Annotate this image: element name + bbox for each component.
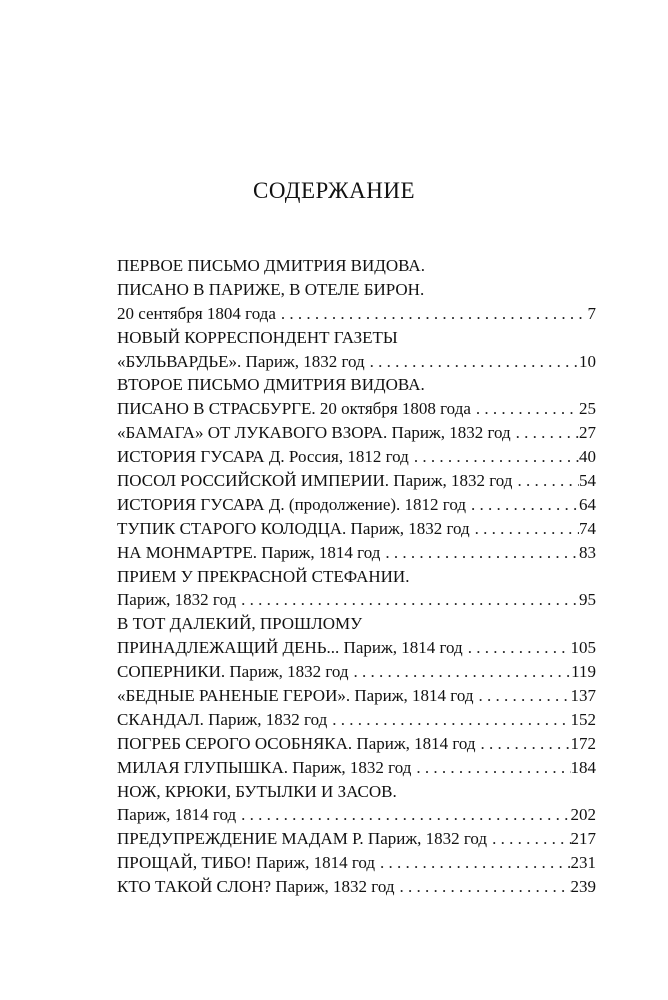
- dot-leader: [375, 851, 570, 875]
- toc-entry-title: ПРОЩАЙ, ТИБО! Париж, 1814 год: [117, 853, 376, 873]
- toc-entry: [117, 517, 596, 541]
- toc-entry-title: ПИСАНО В ПАРИЖЕ, В ОТЕЛЕ БИРОН.: [117, 279, 425, 299]
- page-number: 54: [579, 471, 596, 491]
- toc-entry-title: ПРЕДУПРЕЖДЕНИЕ МАДАМ Р. Париж, 1832 год: [117, 829, 488, 849]
- toc-entry: [117, 875, 596, 899]
- toc-entry-title: НОЖ, КРЮКИ, БУТЫЛКИ И ЗАСОВ.: [117, 781, 397, 801]
- toc-entry: [117, 827, 596, 851]
- toc-entry: [117, 803, 596, 827]
- page-title: СОДЕРЖАНИЕ: [252, 178, 415, 203]
- toc-entry: [117, 421, 596, 445]
- table-of-contents: [117, 254, 596, 899]
- dot-leader: [327, 708, 570, 732]
- page-number: 40: [579, 447, 596, 467]
- toc-entry-title-line: [117, 780, 596, 804]
- toc-entry-title: СОПЕРНИКИ. Париж, 1832 год: [117, 662, 349, 682]
- toc-entry-title-line: [117, 565, 596, 589]
- dot-leader: [394, 875, 570, 899]
- toc-entry: [117, 636, 596, 660]
- toc-entry: [117, 708, 596, 732]
- toc-entry: [117, 445, 596, 469]
- dot-leader: [512, 469, 579, 493]
- toc-entry: [117, 397, 596, 421]
- toc-entry-title: В ТОТ ДАЛЕКИЙ, ПРОШЛОМУ: [117, 614, 363, 634]
- dot-leader: [349, 660, 572, 684]
- dot-leader: [511, 421, 579, 445]
- toc-entry: [117, 756, 596, 780]
- toc-entry-title: МИЛАЯ ГЛУПЫШКА. Париж, 1832 год: [117, 757, 412, 777]
- toc-entry-title: «БЕДНЫЕ РАНЕНЫЕ ГЕРОИ». Париж, 1814 год: [117, 686, 474, 706]
- toc-entry-title-line: [117, 326, 596, 350]
- toc-entry-title: Париж, 1832 год: [117, 590, 237, 610]
- toc-entry-title: «БАМАГА» ОТ ЛУКАВОГО ВЗОРА. Париж, 1832 год: [117, 423, 511, 443]
- toc-entry-title-line: [117, 254, 596, 278]
- toc-entry: [117, 660, 596, 684]
- toc-entry-title: КТО ТАКОЙ СЛОН? Париж, 1832 год: [117, 877, 395, 897]
- toc-entry-title: Париж, 1814 год: [117, 805, 237, 825]
- toc-entry-title: ПЕРВОЕ ПИСЬМО ДМИТРИЯ ВИДОВА.: [117, 256, 425, 275]
- page-number: 152: [570, 709, 596, 729]
- page-number: 27: [579, 423, 596, 443]
- toc-entry: [117, 302, 596, 326]
- dot-leader: [474, 684, 571, 708]
- toc-entry: [117, 469, 596, 493]
- page-number: 7: [587, 303, 596, 323]
- page-number: 10: [579, 351, 596, 371]
- toc-entry-title: ПОГРЕБ СЕРОГО ОСОБНЯКА. Париж, 1814 год: [117, 733, 476, 753]
- page-number: 64: [579, 494, 596, 514]
- toc-entry-title: СКАНДАЛ. Париж, 1832 год: [117, 709, 328, 729]
- toc-entry: [117, 493, 596, 517]
- toc-entry-title: НА МОНМАРТРЕ. Париж, 1814 год: [117, 542, 381, 562]
- page-number: 105: [570, 638, 596, 658]
- toc-entry-title: «БУЛЬВАРДЬЕ». Париж, 1832 год: [117, 351, 365, 371]
- toc-entry-title: ВТОРОЕ ПИСЬМО ДМИТРИЯ ВИДОВА.: [117, 375, 425, 395]
- toc-entry: [117, 732, 596, 756]
- page-number: 83: [579, 542, 596, 562]
- toc-entry-title-line: [117, 373, 596, 397]
- dot-leader: [463, 636, 571, 660]
- page-number: 95: [579, 590, 596, 610]
- dot-leader: [236, 803, 570, 827]
- dot-leader: [476, 732, 571, 756]
- toc-entry: [117, 684, 596, 708]
- dot-leader: [411, 756, 570, 780]
- toc-entry-title: ПРИЕМ У ПРЕКРАСНОЙ СТЕФАНИИ.: [117, 566, 410, 586]
- dot-leader: [466, 493, 579, 517]
- toc-entry-title-line: [117, 278, 596, 302]
- toc-entry: [117, 851, 596, 875]
- toc-entry-title: ПРИНАДЛЕЖАЩИЙ ДЕНЬ... Париж, 1814 год: [117, 638, 463, 658]
- dot-leader: [487, 827, 570, 851]
- page-number: 231: [570, 853, 596, 873]
- page-number: 74: [579, 518, 596, 538]
- page-number: 25: [579, 399, 596, 419]
- page-number: 172: [570, 733, 596, 753]
- toc-entry-title: 20 сентября 1804 года: [117, 303, 276, 323]
- toc-entry-title: НОВЫЙ КОРРЕСПОНДЕНТ ГАЗЕТЫ: [117, 327, 398, 347]
- dot-leader: [471, 397, 579, 421]
- page-number: 184: [570, 757, 596, 777]
- page-number: 137: [570, 686, 596, 706]
- dot-leader: [236, 588, 579, 612]
- toc-entry-title: ПОСОЛ РОССИЙСКОЙ ИМПЕРИИ. Париж, 1832 год: [117, 471, 513, 491]
- page-number: 119: [571, 662, 596, 682]
- toc-entry-title: ИСТОРИЯ ГУСАРА Д. Россия, 1812 год: [117, 447, 409, 467]
- dot-leader: [380, 541, 579, 565]
- dot-leader: [409, 445, 579, 469]
- page-number: 217: [570, 829, 596, 849]
- dot-leader: [276, 302, 588, 326]
- dot-leader: [470, 517, 579, 541]
- toc-entry-title: ИСТОРИЯ ГУСАРА Д. (продолжение). 1812 год: [117, 494, 467, 514]
- toc-entry: [117, 541, 596, 565]
- toc-entry-title: ПИСАНО В СТРАСБУРГЕ. 20 октября 1808 года: [117, 399, 471, 419]
- toc-entry: [117, 350, 596, 374]
- dot-leader: [365, 350, 579, 374]
- page-number: 202: [570, 805, 596, 825]
- toc-entry-title-line: [117, 612, 596, 636]
- toc-entry-title: ТУПИК СТАРОГО КОЛОДЦА. Париж, 1832 год: [117, 518, 470, 538]
- toc-entry: [117, 588, 596, 612]
- page-number: 239: [570, 877, 596, 897]
